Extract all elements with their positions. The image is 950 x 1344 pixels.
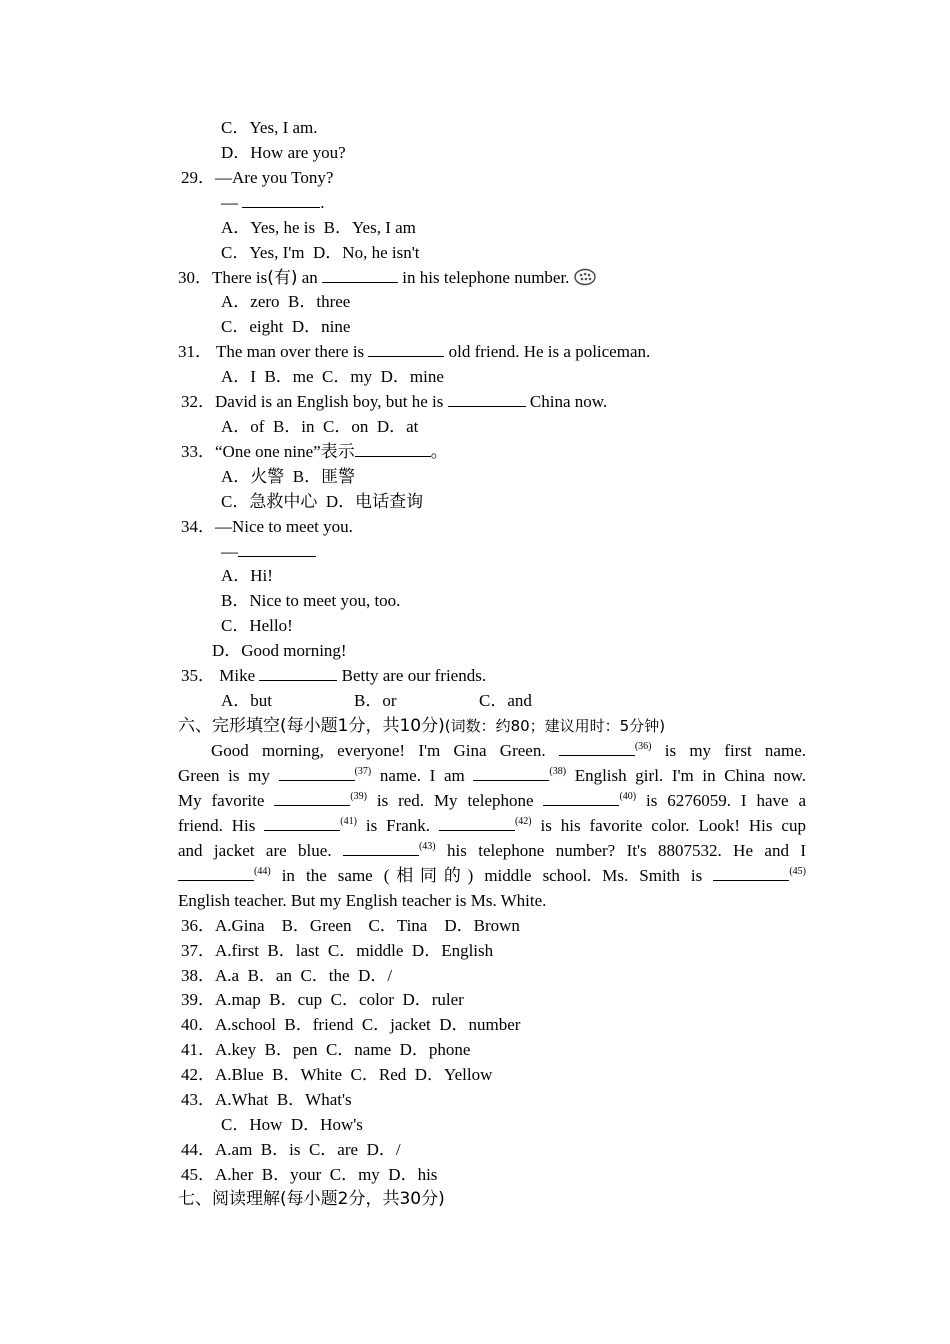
blank-number-37: (37) xyxy=(354,766,372,777)
passage-line-2 xyxy=(178,763,806,791)
q29-options-ab: A．Yes, he is B．Yes, I am xyxy=(221,218,416,237)
blank-44 xyxy=(178,863,254,881)
q32-stem xyxy=(181,389,607,414)
passage-text: friend. His xyxy=(178,816,265,835)
cloze-option-45: 45．A.her B．your C．my D．his xyxy=(181,1165,438,1184)
q33-label-a: A． xyxy=(221,467,251,486)
blank-number-44: (44) xyxy=(254,866,271,877)
q30-options-ab: A．zero B．three xyxy=(221,292,351,311)
q34-option-c: C．Hello! xyxy=(221,616,293,635)
q35-option-b: B．or xyxy=(354,691,397,710)
blank-45 xyxy=(713,863,789,881)
q34-blank xyxy=(238,539,316,557)
blank-number-38: (38) xyxy=(549,766,567,777)
q33-stem xyxy=(181,439,448,465)
q32-text-a: David is an English boy, but he is xyxy=(215,392,448,411)
passage-line-1 xyxy=(178,738,806,766)
q29-dash: — xyxy=(221,193,238,212)
section-7-title: 七、阅读理解(每小题2分，共30分) xyxy=(178,1189,445,1209)
q33-option-b: 匪警 xyxy=(321,467,356,487)
cloze-option-40: 40．A.school B．friend C．jacket D．number xyxy=(181,1015,521,1034)
blank-number-43: (43) xyxy=(418,841,436,852)
blank-number-45: (45) xyxy=(789,866,806,877)
blank-39 xyxy=(274,788,350,806)
q34-option-d: D．Good morning! xyxy=(212,641,347,660)
cloze-option-36: 36．A.Gina B．Green C．Tina D．Brown xyxy=(181,916,520,935)
cloze-option-43: 43．A.What B．What's xyxy=(181,1090,352,1109)
passage-line-3 xyxy=(178,788,806,816)
q32-text-b: China now. xyxy=(525,392,608,411)
blank-40 xyxy=(543,788,619,806)
passage-text: name. I am xyxy=(371,766,474,785)
q33-text-cn: 表示 xyxy=(320,442,355,462)
q33-label-c: C． xyxy=(221,492,250,511)
section-6-note: (词数：约80；建议用时：5分钟) xyxy=(444,717,666,735)
passage-text: Good morning, everyone! I'm Gina Green. xyxy=(211,741,559,760)
q34-stem xyxy=(181,514,353,539)
q33-number: 33． xyxy=(181,442,215,461)
passage-text: is Frank. xyxy=(356,816,439,835)
q29-answer-line xyxy=(221,190,325,215)
passage-text: is red. My telephone xyxy=(366,791,544,810)
passage-text: in the same ( xyxy=(270,866,390,885)
q30-stem xyxy=(178,265,596,291)
cloze-option-41: 41．A.key B．pen C．name D．phone xyxy=(181,1040,471,1059)
q35-text-a: Mike xyxy=(219,666,260,685)
passage-line-7: English teacher. But my English teacher is Ms. White. xyxy=(178,891,547,910)
q33-text-end: 。 xyxy=(430,442,448,462)
q29-blank xyxy=(242,190,320,208)
passage-line-5 xyxy=(178,838,806,866)
q33-text-a: “One one nine” xyxy=(215,442,321,461)
cloze-option-42: 42．A.Blue B．White C．Red D．Yellow xyxy=(181,1065,493,1084)
passage-text: Green is my xyxy=(178,766,279,785)
blank-37 xyxy=(279,763,355,781)
q28-option-d: D．How are you? xyxy=(221,143,346,162)
q30-blank xyxy=(322,265,398,283)
q30-text-b: an xyxy=(297,268,323,287)
passage-text: is his favorite color. Look! His cup xyxy=(531,816,806,835)
blank-42 xyxy=(439,813,515,831)
passage-text: is 6276059. I have a xyxy=(636,791,807,810)
blank-number-40: (40) xyxy=(619,791,637,802)
passage-text: and jacket are blue. xyxy=(178,841,343,860)
q30-text-cn: (有) xyxy=(267,268,298,288)
q33-label-b: B． xyxy=(284,467,322,486)
cloze-option-38: 38．A.a B．an C．the D．/ xyxy=(181,966,393,985)
q29-number: 29． xyxy=(181,168,215,187)
blank-38 xyxy=(473,763,549,781)
passage-text: is my first name. xyxy=(651,741,806,760)
q33-options-cd xyxy=(221,489,423,515)
q29-period: . xyxy=(320,193,325,212)
passage-text: My favorite xyxy=(178,791,275,810)
q34-text: —Nice to meet you. xyxy=(215,517,353,536)
cloze-option-43-cd: C．How D．How's xyxy=(221,1115,363,1134)
q34-option-a: A．Hi! xyxy=(221,566,273,585)
q33-option-d: 电话查询 xyxy=(355,492,424,512)
q33-label-d: D． xyxy=(317,492,356,511)
passage-text: his telephone number? It's 8807532. He and I xyxy=(435,841,806,860)
q31-blank xyxy=(368,339,444,357)
q35-blank xyxy=(259,663,337,681)
q31-stem xyxy=(178,339,650,364)
q31-number: 31． xyxy=(178,342,212,361)
q35-number: 35． xyxy=(181,666,215,685)
blank-number-36: (36) xyxy=(634,741,652,752)
passage-text-cn: 相同的 xyxy=(389,866,468,886)
cloze-option-37: 37．A.first B．last C．middle D．English xyxy=(181,941,494,960)
passage-text: English girl. I'm in China now. xyxy=(566,766,806,785)
q33-option-c: 急救中心 xyxy=(249,492,318,512)
q33-option-a: 火警 xyxy=(250,467,285,487)
phone-image-icon xyxy=(574,268,596,286)
q29-options-cd: C．Yes, I'm D．No, he isn't xyxy=(221,243,420,262)
q28-option-c: C．Yes, I am. xyxy=(221,118,318,137)
passage-line-6 xyxy=(178,863,806,891)
blank-41 xyxy=(264,813,340,831)
blank-36 xyxy=(559,738,635,756)
q33-options-ab xyxy=(221,464,355,490)
passage-text: ) middle school. Ms. Smith is xyxy=(467,866,714,885)
blank-43 xyxy=(343,838,419,856)
q31-options: A．I B．me C．my D．mine xyxy=(221,367,444,386)
blank-number-41: (41) xyxy=(340,816,357,827)
cloze-option-44: 44．A.am B．is C．are D．/ xyxy=(181,1140,401,1159)
q29-text: —Are you Tony? xyxy=(215,168,334,187)
cloze-option-39: 39．A.map B．cup C．color D．ruler xyxy=(181,990,464,1009)
q33-blank xyxy=(355,439,431,457)
q30-text-c: in his telephone number. xyxy=(398,268,570,287)
q35-text-b: Betty are our friends. xyxy=(337,666,487,685)
q31-text-a: The man over there is xyxy=(215,342,369,361)
blank-number-39: (39) xyxy=(350,791,367,802)
section-7-heading xyxy=(178,1186,445,1212)
q35-stem xyxy=(181,663,486,688)
q31-text-b: old friend. He is a policeman. xyxy=(444,342,651,361)
q34-number: 34． xyxy=(181,517,215,536)
q32-number: 32． xyxy=(181,392,215,411)
q32-options: A．of B．in C．on D．at xyxy=(221,417,419,436)
section-6-title: 六、完形填空(每小题1分，共10分) xyxy=(178,716,445,736)
blank-number-42: (42) xyxy=(514,816,532,827)
q34-answer-line xyxy=(221,539,316,564)
q30-number: 30． xyxy=(178,268,212,287)
q34-option-b: B．Nice to meet you, too. xyxy=(221,591,401,610)
q35-option-c: C．and xyxy=(479,691,532,710)
q32-blank xyxy=(448,389,526,407)
q34-dash: — xyxy=(221,542,238,561)
q35-option-a: A．but xyxy=(221,691,272,710)
q30-text-a: There is xyxy=(212,268,268,287)
q30-options-cd: C．eight D．nine xyxy=(221,317,351,336)
passage-line-4 xyxy=(178,813,806,841)
section-6-heading xyxy=(178,713,665,739)
q29-stem xyxy=(181,165,333,190)
